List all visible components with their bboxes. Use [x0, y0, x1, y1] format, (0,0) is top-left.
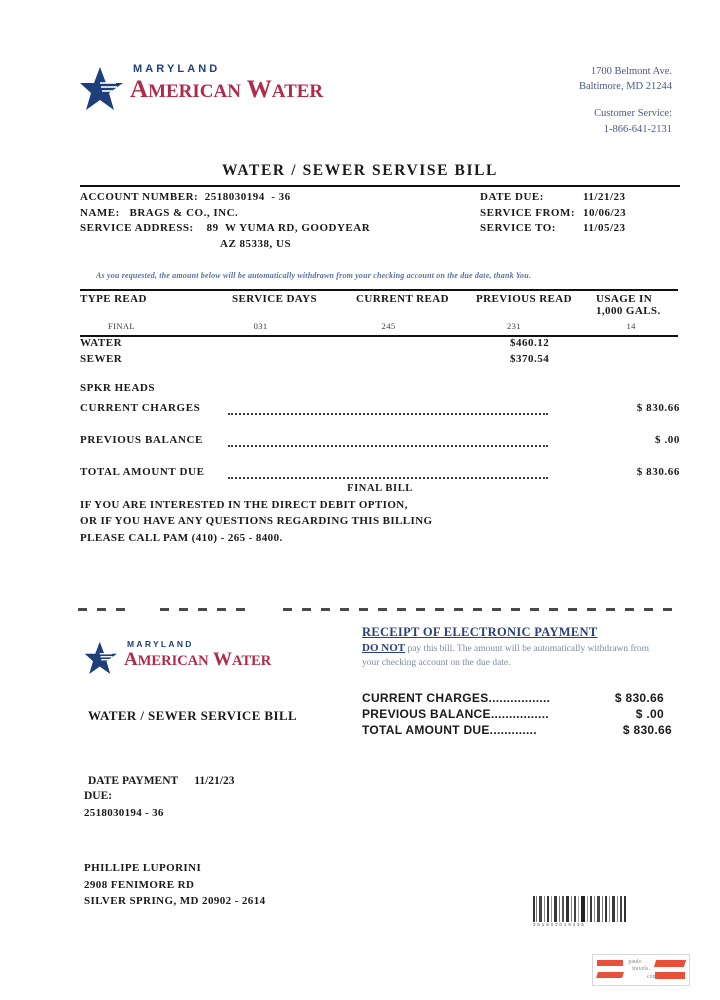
stub-company-logo: [84, 640, 304, 677]
usage-value-service-days: 031: [253, 321, 268, 331]
stub-total-amount-current-charges: $ 830.66: [614, 691, 664, 705]
customer-mailing-address: [84, 860, 266, 910]
receipt-do-not-emphasis: DO NOT: [362, 642, 406, 654]
stub-account-number: 2518030194 - 36: [84, 806, 164, 819]
usage-header-type-read: TYPE READ: [80, 293, 147, 305]
usage-table-header-row: [80, 293, 678, 321]
stub-total-amount-previous-balance: $ .00: [635, 707, 664, 722]
account-row-name: [80, 206, 680, 222]
total-row-current-charges: [80, 402, 680, 434]
usage-header-usage: USAGE IN 1,000 GALS.: [596, 293, 661, 317]
usage-header-previous-read: PREVIOUS READ: [476, 293, 572, 305]
service-address-label: SERVICE ADDRESS:: [80, 222, 194, 235]
star-logo-icon: [80, 66, 126, 114]
usage-value-usage: 14: [626, 321, 636, 331]
account-info-block: [80, 185, 680, 252]
service-to-label: SERVICE TO:: [480, 222, 556, 235]
final-bill-label: FINAL BILL: [347, 483, 413, 494]
usage-header-current-read: CURRENT READ: [356, 293, 449, 305]
brand-maryland-text: MARYLAND: [133, 63, 221, 75]
stub-date-due-value: 11/21/23: [194, 775, 235, 787]
receipt-note-line-1: pay this bill. The amount will be automatically withdrawn from: [405, 644, 649, 654]
customer-street: 2908 FENIMORE RD: [84, 878, 195, 891]
account-row-number: [80, 190, 680, 206]
service-to-value: 11/05/23: [583, 222, 626, 235]
watermark-line-2: travels.: [632, 966, 650, 973]
auto-withdraw-note: As you requested, the amount below will be automatically withdrawn from your checking account on the due date, thank You.: [96, 271, 532, 280]
name-value: BRAGS & CO., INC.: [129, 206, 239, 219]
dotted-leader: [228, 477, 548, 479]
watermark-line-3: com: [646, 973, 658, 980]
stub-total-label-previous-balance: PREVIOUS BALANCE................: [362, 707, 549, 722]
notice-line-1: IF YOU ARE INTERESTED IN THE DIRECT DEBIT OPTION,: [80, 499, 408, 511]
date-due-value: 11/21/23: [583, 191, 626, 203]
charge-amount-sewer: $370.54: [510, 352, 550, 365]
total-label-current-charges: CURRENT CHARGES: [80, 402, 201, 414]
dotted-leader: [228, 445, 548, 447]
charge-amount-water: $460.12: [510, 337, 550, 349]
watermark-line-1: paulo: [628, 959, 642, 966]
account-row-service-address: [80, 221, 680, 237]
stub-brand-maryland-text: MARYLAND: [127, 639, 194, 649]
charge-label-sewer: SEWER: [80, 352, 123, 365]
total-label-total-amount-due: TOTAL AMOUNT DUE: [80, 466, 205, 478]
total-label-previous-balance: PREVIOUS BALANCE: [80, 434, 203, 446]
usage-value-type-read: FINAL: [108, 321, 136, 331]
dotted-leader: [228, 413, 548, 415]
stub-total-amount-total-amount-due: $ 830.66: [622, 723, 672, 738]
stub-totals-block: [362, 690, 672, 739]
company-logo: [80, 64, 330, 124]
service-from-label: SERVICE FROM:: [480, 206, 576, 219]
usage-value-current-read: 245: [381, 321, 396, 331]
barcode: [533, 896, 629, 922]
total-amount-previous-balance: $ .00: [655, 434, 680, 446]
brand-american-water-text: AMERICAN WATER: [130, 76, 324, 103]
page-title: WATER / SEWER SERVISE BILL: [222, 162, 498, 179]
stub-date-due-label-line1: DATE PAYMENT: [88, 775, 179, 787]
star-logo-icon: [84, 641, 120, 677]
notice-block: [80, 497, 433, 546]
total-amount-current-charges: $ 830.66: [636, 402, 680, 414]
company-street: 1700 Belmont Ave.: [590, 66, 672, 77]
company-city-state-zip: Baltimore, MD 21244: [578, 81, 672, 93]
stub-bill-type: WATER / SEWER SERVICE BILL: [88, 708, 298, 723]
usage-value-previous-read: 231: [507, 321, 521, 331]
barcode-digits: 251803019436: [533, 922, 586, 927]
usage-header-service-days: SERVICE DAYS: [232, 293, 318, 305]
service-charges-list: [80, 336, 678, 368]
customer-name: PHILLIPE LUPORINI: [84, 862, 202, 874]
total-row-previous-balance: [80, 434, 680, 466]
watermark-logo: [592, 954, 690, 986]
watermark-text: [593, 955, 689, 985]
spkr-heads-label: SPKR HEADS: [80, 382, 155, 394]
stub-date-payment-due: [84, 774, 314, 820]
stub-total-row-total-amount-due: [362, 722, 672, 738]
usage-table-row: [80, 321, 678, 333]
notice-line-2: OR IF YOU HAVE ANY QUESTIONS REGARDING THIS BILLING: [80, 515, 433, 528]
charge-row-sewer: [80, 352, 678, 368]
service-address-line2: AZ 85338, US: [220, 237, 292, 250]
stub-total-row-current-charges: [362, 690, 672, 706]
charge-row-water: [80, 336, 678, 352]
account-row-service-address2: [80, 237, 680, 253]
customer-service-label: Customer Service:: [594, 108, 672, 120]
account-number-label: ACCOUNT NUMBER:: [80, 191, 199, 203]
charge-label-water: WATER: [80, 337, 123, 349]
account-number-value: 2518030194 - 36: [204, 191, 291, 203]
total-amount-total-amount-due: $ 830.66: [636, 466, 680, 478]
stub-total-label-current-charges: CURRENT CHARGES.................: [362, 691, 551, 705]
stub-total-label-total-amount-due: TOTAL AMOUNT DUE.............: [362, 723, 537, 738]
company-address: [579, 64, 672, 137]
receipt-note-line-2: your checking account on the due date.: [362, 657, 511, 668]
totals-block: [80, 402, 680, 492]
notice-line-3: PLEASE CALL PAM (410) - 265 - 8400.: [80, 531, 283, 544]
receipt-title: RECEIPT OF ELECTRONIC PAYMENT: [362, 625, 598, 639]
tear-off-divider: [78, 608, 682, 612]
service-address-line1: 89 W YUMA RD, GOODYEAR: [206, 222, 371, 235]
receipt-note: [362, 641, 662, 670]
date-due-label: DATE DUE:: [480, 191, 544, 203]
stub-date-due-label-line2: DUE:: [84, 790, 113, 803]
service-from-value: 10/06/23: [583, 206, 627, 219]
name-label: NAME:: [80, 206, 120, 219]
customer-service-phone: 1-866-641-2131: [603, 123, 672, 135]
stub-brand-american-water-text: AMERICAN WATER: [124, 648, 272, 670]
stub-total-row-previous-balance: [362, 706, 672, 722]
customer-city-state-zip: SILVER SPRING, MD 20902 - 2614: [84, 895, 266, 907]
usage-table: [80, 289, 678, 337]
